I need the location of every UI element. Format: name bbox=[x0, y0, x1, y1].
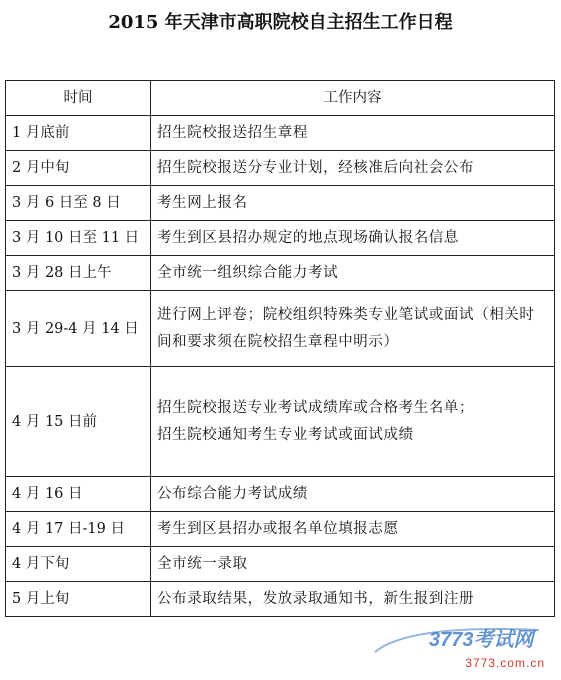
time-cell: 1 月底前 bbox=[6, 116, 151, 151]
table-row bbox=[6, 221, 555, 256]
work-cell: 招生院校报送分专业计划，经核准后向社会公布 bbox=[151, 151, 555, 186]
table-row bbox=[6, 547, 555, 582]
watermark-logo bbox=[369, 622, 549, 656]
table-row bbox=[6, 512, 555, 547]
table-row bbox=[6, 291, 555, 367]
time-cell: 4 月下旬 bbox=[6, 547, 151, 582]
time-cell: 3 月 6 日至 8 日 bbox=[6, 186, 151, 221]
document-title: 2015 年天津市高职院校自主招生工作日程 bbox=[108, 12, 453, 33]
watermark-brand: 3773考试网 bbox=[429, 629, 534, 651]
work-cell: 考生到区县招办规定的地点现场确认报名信息 bbox=[151, 221, 555, 256]
time-cell: 4 月 16 日 bbox=[6, 477, 151, 512]
table-row bbox=[6, 367, 555, 477]
header-time: 时间 bbox=[6, 81, 151, 116]
work-cell: 招生院校报送招生章程 bbox=[151, 116, 555, 151]
time-cell: 3 月 29-4 月 14 日 bbox=[6, 291, 151, 367]
table-row bbox=[6, 186, 555, 221]
table-row bbox=[6, 477, 555, 512]
time-cell: 3 月 10 日至 11 日 bbox=[6, 221, 151, 256]
time-cell: 3 月 28 日上午 bbox=[6, 256, 151, 291]
table-row bbox=[6, 151, 555, 186]
work-cell: 公布综合能力考试成绩 bbox=[151, 477, 555, 512]
table-row bbox=[6, 582, 555, 617]
watermark-url: 3773.com.cn bbox=[465, 656, 545, 670]
work-cell bbox=[151, 367, 555, 477]
work-cell: 全市统一录取 bbox=[151, 547, 555, 582]
time-cell: 4 月 17 日-19 日 bbox=[6, 512, 151, 547]
work-cell: 考生网上报名 bbox=[151, 186, 555, 221]
schedule-table bbox=[5, 80, 555, 617]
work-cell: 公布录取结果，发放录取通知书，新生报到注册 bbox=[151, 582, 555, 617]
site-watermark bbox=[369, 622, 549, 670]
table-header-row bbox=[6, 81, 555, 116]
header-work-content: 工作内容 bbox=[151, 81, 555, 116]
work-cell bbox=[151, 291, 555, 367]
time-cell: 5 月上旬 bbox=[6, 582, 151, 617]
work-text: 招生院校通知考生专业考试或面试成绩 bbox=[157, 426, 414, 443]
work-text: 进行网上评卷；院校组织特殊类专业笔试或面试（相关时间和要求须在院校招生章程中明示） bbox=[157, 306, 535, 350]
time-cell: 2 月中旬 bbox=[6, 151, 151, 186]
work-cell: 考生到区县招办或报名单位填报志愿 bbox=[151, 512, 555, 547]
time-cell: 4 月 15 日前 bbox=[6, 367, 151, 477]
work-text: 招生院校报送专业考试成绩库或合格考生名单； bbox=[157, 399, 475, 416]
work-cell: 全市统一组织综合能力考试 bbox=[151, 256, 555, 291]
table-row bbox=[6, 116, 555, 151]
table-row bbox=[6, 256, 555, 291]
